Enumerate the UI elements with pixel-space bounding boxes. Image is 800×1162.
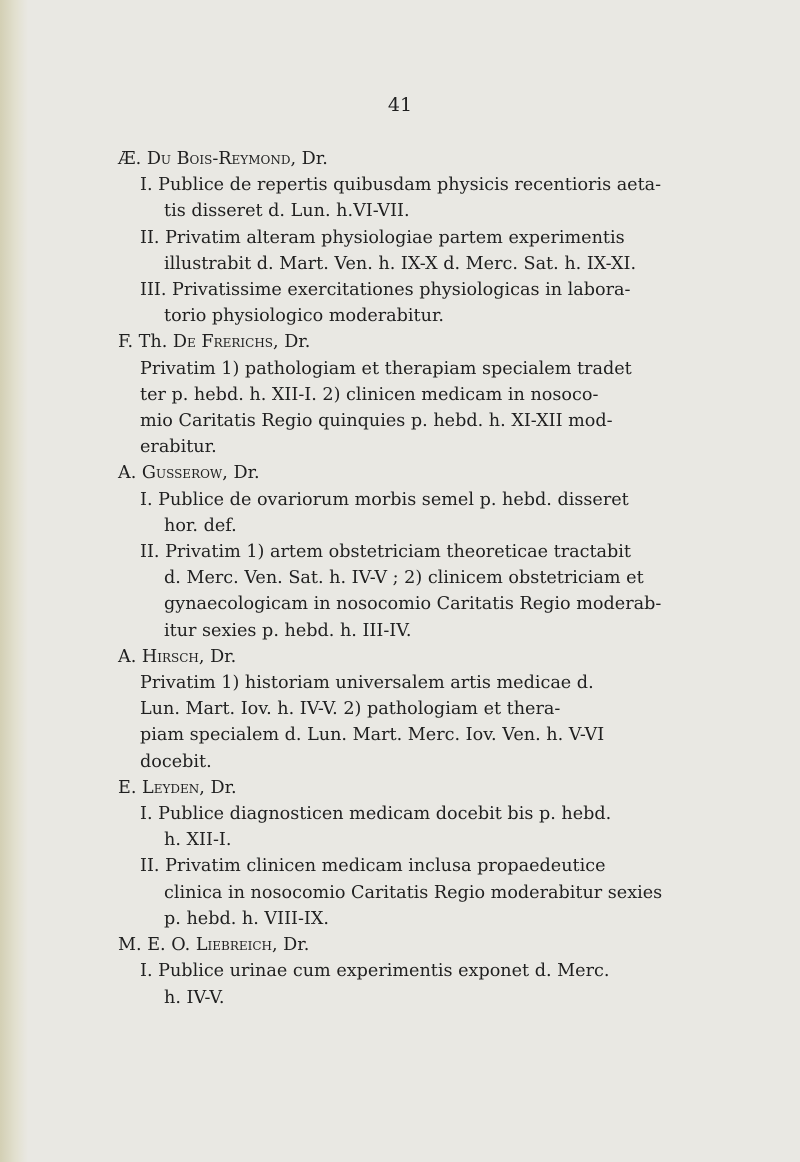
course-line: h. XII-I.: [164, 830, 232, 851]
course-line: I. Publice urinae cum experimentis exponet d. Merc.: [140, 961, 610, 982]
course-line: hor. def.: [164, 515, 237, 536]
professor-entry: [118, 460, 678, 643]
professor-initials: E.: [118, 777, 137, 798]
course-line: mio Caritatis Regio quinquies p. hebd. h. XI-XII mod-: [140, 411, 613, 432]
professor-heading: [118, 460, 678, 486]
course-line: clinica in nosocomio Caritatis Regio moderabitur sexies: [164, 882, 663, 903]
page-number: 41: [387, 94, 413, 116]
course-line: d. Merc. Ven. Sat. h. IV-V ; 2) clinicem obstetriciam et: [164, 568, 644, 589]
course-line: III. Privatissime exercitationes physiologicas in labora-: [140, 280, 631, 301]
course-line: docebit.: [140, 751, 212, 772]
professor-heading: [118, 146, 678, 172]
professor-heading: [118, 329, 678, 355]
course-line: Privatim 1) pathologiam et therapiam specialem tradet: [140, 358, 632, 379]
professor-entry: [118, 932, 678, 1011]
professor-title: Dr.: [204, 777, 237, 798]
course-line: I. Publice de ovariorum morbis semel p. hebd. disseret: [140, 489, 629, 510]
course-line: ter p. hebd. h. XII-I. 2) clinicen medicam in nosoco-: [140, 384, 599, 405]
professor-initials: F. Th.: [118, 332, 168, 353]
course-line: piam specialem d. Lun. Mart. Merc. Iov. Ven. h. V-VI: [140, 725, 605, 746]
professor-title: Dr.: [296, 149, 328, 169]
course-line: II. Privatim alteram physiologiae partem experimentis: [140, 227, 625, 248]
professor-heading: [118, 932, 678, 958]
professor-heading: [118, 644, 678, 670]
professor-initials: A.: [118, 646, 137, 667]
professor-entry: [118, 644, 678, 775]
course-line: illustrabit d. Mart. Ven. h. IX-X d. Merc. Sat. h. IX-XI.: [164, 253, 637, 274]
professor-entry: [118, 146, 678, 329]
course-line: p. hebd. h. VIII-IX.: [164, 908, 329, 929]
professor-entry: [118, 775, 678, 932]
professor-title: Dr.: [277, 935, 310, 956]
professor-surname: De Frerichs,: [172, 332, 279, 353]
course-line: torio physiologico moderabitur.: [164, 306, 445, 327]
course-line: I. Publice de repertis quibusdam physicis recentioris aeta-: [140, 175, 662, 196]
professor-title: Dr.: [204, 646, 237, 667]
professor-initials: A.: [118, 463, 137, 484]
course-line: h. IV-V.: [164, 987, 225, 1008]
professor-initials: M. E. O.: [118, 935, 191, 956]
professor-surname: Liebreich,: [195, 935, 278, 956]
professor-surname: Du Bois-Reymond,: [146, 149, 297, 169]
course-line: II. Privatim clinicen medicam inclusa propaedeutice: [140, 856, 606, 877]
professor-title: Dr.: [227, 463, 260, 484]
course-line: Privatim 1) historiam universalem artis medicae d.: [140, 673, 594, 694]
professor-heading: [118, 775, 678, 801]
course-line: II. Privatim 1) artem obstetriciam theoreticae tractabit: [140, 542, 632, 563]
professor-surname: Leyden,: [142, 777, 205, 798]
course-line: erabitur.: [140, 437, 217, 458]
professor-entry: [118, 329, 678, 460]
course-line: itur sexies p. hebd. h. III-IV.: [164, 620, 412, 641]
course-line: Lun. Mart. Iov. h. IV-V. 2) pathologiam et thera-: [140, 699, 561, 720]
professor-surname: Hirsch,: [141, 646, 205, 667]
course-line: gynaecologicam in nosocomio Caritatis Regio moderab-: [164, 594, 662, 615]
professor-initials: Æ.: [118, 149, 142, 169]
course-line: tis disseret d. Lun. h.VI-VII.: [164, 201, 410, 222]
lecture-listing: [118, 146, 678, 1011]
professor-title: Dr.: [278, 332, 311, 353]
course-line: I. Publice diagnosticen medicam docebit bis p. hebd.: [140, 804, 612, 825]
professor-surname: Gusserow,: [141, 463, 228, 484]
page-spine-shadow: [0, 0, 28, 1162]
